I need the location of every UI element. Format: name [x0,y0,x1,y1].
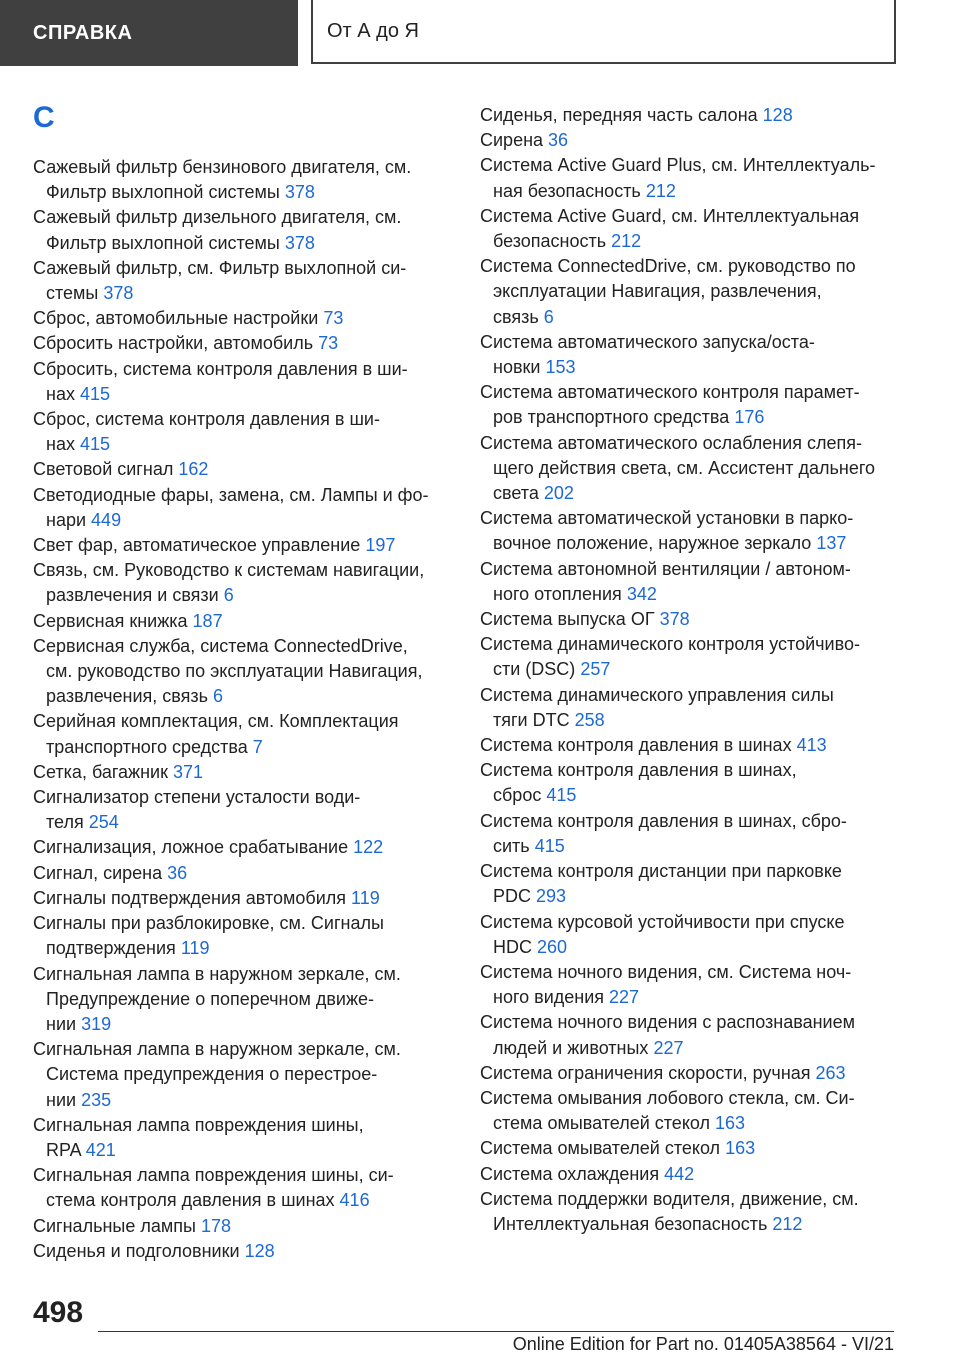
index-entry [480,1187,900,1237]
entry-text: транспортного средства [46,736,248,757]
index-entry [33,634,453,710]
page-link[interactable]: 416 [339,1190,370,1211]
entry-text: Система автоматической установки в парко- [480,508,854,529]
footer-edition-text: Online Edition for Part no. 01405A38564 - VI/21 [512,1334,894,1354]
page-link[interactable]: 137 [816,533,847,554]
entry-text: Система контроля давления в шинах [480,735,792,756]
page-link[interactable]: 254 [88,812,119,833]
index-entry [33,962,453,1038]
page-link[interactable]: 260 [537,936,568,957]
page-number: 498 [33,1296,84,1329]
entry-text: Интеллектуальная безопасность [493,1213,768,1234]
page-link[interactable]: 128 [762,105,793,125]
index-entry [480,809,900,859]
entry-text: Сигнальная лампа повреждения шины, си- [33,1165,394,1186]
index-entry [33,155,453,205]
entry-text: Сигнальная лампа повреждения шины, [33,1114,364,1135]
entry-text: см. руководство по эксплуатации Навигация, [46,661,423,682]
entry-text: Система курсовой устойчивости при спуске [480,911,845,932]
index-entry [480,733,900,758]
entry-text: нах [46,383,75,404]
entry-text: стемы [46,283,99,304]
entry-text: сить [493,835,530,856]
entry-text: Сигналы подтверждения автомобиля [33,887,347,908]
index-entry [480,1010,900,1060]
page-link[interactable]: 212 [772,1213,803,1234]
index-entry [33,886,453,911]
index-entry [33,1214,453,1239]
index-entry [480,1162,900,1187]
page-link[interactable]: 258 [574,709,605,730]
page-link[interactable]: 7 [252,736,263,757]
entry-text: Светодиодные фары, замена, см. Лампы и фо- [33,484,429,505]
entry-text: Сервисная книжка [33,610,188,631]
page-link[interactable]: 178 [200,1215,231,1236]
page-link[interactable]: 449 [91,509,122,530]
index-entry [33,861,453,886]
section-tab[interactable]: СПРАВКА [0,0,298,66]
entry-text: Сброс, система контроля давления в ши- [33,409,380,430]
page-link[interactable]: 153 [545,357,576,378]
index-entry [33,407,453,457]
entry-text: Фильтр выхлопной системы [46,232,280,253]
entry-text: нии [46,1089,77,1110]
entry-text: Система ограничения скорости, ручная [480,1062,811,1083]
entry-text: Свет фар, автоматическое управление [33,535,361,556]
entry-text: развлечения, связь [46,686,209,707]
page-header [0,0,960,66]
index-entry [480,960,900,1010]
entry-text: Сирена [480,130,544,151]
index-entry [480,506,900,556]
page-link[interactable]: 202 [543,483,574,504]
index-entry [33,331,453,356]
page-link[interactable]: 212 [611,231,642,252]
page-link[interactable]: 187 [192,610,223,631]
index-entry [33,911,453,961]
page-link[interactable]: 176 [734,407,765,428]
entry-text: людей и животных [493,1037,649,1058]
entry-text: Сбросить настройки, автомобиль [33,333,314,354]
index-entry [480,557,900,607]
entry-text: Система автономной вентиляции / автоном- [480,558,851,579]
entry-text: Сигнальная лампа в наружном зеркале, см. [33,1039,401,1060]
entry-text: стема контроля давления в шинах [46,1190,335,1211]
page-link[interactable]: 122 [353,837,384,858]
index-entry [480,330,900,380]
index-entry [33,709,453,759]
page-link[interactable]: 378 [284,182,315,203]
index-column-right [480,103,900,1237]
entry-text: ного видения [493,987,605,1008]
page-link[interactable]: 415 [79,434,111,455]
entry-text: Сетка, багажник [33,761,168,782]
entry-text: Система динамического управления силы [480,684,834,705]
footer-divider [98,1331,894,1332]
entry-text: Сигнальная лампа в наружном зеркале, см. [33,963,401,984]
entry-text: света [493,483,539,504]
entry-text: Фильтр выхлопной системы [46,182,280,203]
page-link[interactable]: 6 [223,585,234,606]
index-entry [480,380,900,430]
page-link[interactable]: 263 [815,1062,846,1083]
page-link[interactable]: 442 [664,1163,695,1184]
page-link[interactable]: 257 [580,659,611,680]
index-entry [480,1061,900,1086]
entry-text: Сажевый фильтр бензинового двигателя, см. [33,157,412,177]
entry-text: Сиденья, передняя часть салона [480,105,758,125]
page-link[interactable]: 162 [178,459,209,480]
entry-text: Система выпуска ОГ [480,609,655,630]
entry-text: RPA [46,1139,81,1160]
entry-text: Сажевый фильтр дизельного двигателя, см. [33,207,402,228]
entry-text: Система автоматического ослабления слепя- [480,432,862,453]
entry-text: Сигнализатор степени усталости води- [33,787,361,808]
entry-text: HDC [493,936,532,957]
index-entry [480,153,900,203]
page-link[interactable]: 319 [81,1013,112,1034]
entry-text: сброс [493,785,542,806]
page-link[interactable]: 378 [103,283,134,304]
entry-text: Сбросить, система контроля давления в ши- [33,358,408,379]
page-link[interactable]: 293 [536,886,567,907]
page-link[interactable]: 421 [85,1139,116,1160]
entry-text: ров транспортного средства [493,407,730,428]
entry-text: Система автоматического контроля парамет- [480,382,860,403]
entry-text: безопасность [493,231,607,252]
entry-text: связь [493,306,539,327]
page-link[interactable]: 119 [180,938,210,959]
page-link[interactable]: 212 [645,180,676,201]
page-link[interactable]: 197 [365,535,396,556]
index-letter: С [33,101,55,134]
entry-text: Система Active Guard Plus, см. Интеллектуаль- [480,155,876,176]
index-entry [33,357,453,407]
index-entry [480,683,900,733]
entry-text: Связь, см. Руководство к системам навигации, [33,560,425,581]
entry-text: подтверждения [46,938,176,959]
entry-text: Система ночного видения, см. Система ноч- [480,961,852,982]
entry-text: щего действия света, см. Ассистент дальнего [493,457,876,478]
subsection-tab[interactable]: От А до Я [311,0,896,64]
page-link[interactable]: 128 [244,1240,275,1261]
entry-text: стема омывателей стекол [493,1113,711,1134]
page-link[interactable]: 163 [725,1138,756,1159]
entry-text: Сигнал, сирена [33,862,163,883]
page-link[interactable]: 119 [351,887,380,908]
index-entry [33,1037,453,1113]
entry-text: нах [46,434,75,455]
index-entry [33,205,453,255]
index-entry [33,1163,453,1213]
entry-text: Сигнализация, ложное срабатывание [33,837,349,858]
entry-text: Система ночного видения с распознаванием [480,1012,855,1033]
entry-text: Система ConnectedDrive, см. руководство по [480,256,856,277]
entry-text: эксплуатации Навигация, развлечения, [493,281,822,302]
index-entry [480,254,900,330]
entry-text: теля [46,812,84,833]
index-entry [33,256,453,306]
index-entry [480,1086,900,1136]
page-link[interactable]: 227 [653,1037,684,1058]
index-entry [33,558,453,608]
index-entry [480,607,900,632]
page-link[interactable]: 415 [534,835,565,856]
index-entry [33,609,453,634]
entry-text: Система предупреждения о перестрое- [46,1064,378,1085]
entry-text: нии [46,1013,77,1034]
page-link[interactable]: 36 [167,862,188,883]
page-link[interactable]: 371 [172,761,204,782]
page-link[interactable]: 378 [659,609,690,630]
entry-text: ная безопасность [493,180,641,201]
page-link[interactable]: 235 [81,1089,112,1110]
entry-text: Система омывания лобового стекла, см. Си- [480,1087,855,1108]
entry-text: новки [493,357,541,378]
index-entry [480,431,900,507]
index-entry [33,760,453,785]
entry-text: Система контроля давления в шинах, сбро- [480,810,847,831]
index-entry [33,785,453,835]
index-entry [33,1113,453,1163]
page-link[interactable]: 227 [609,987,640,1008]
index-column-left [33,103,453,1264]
entry-text: Серийная комплектация, см. Комплектация [33,711,399,732]
entry-text: Сигналы при разблокировке, см. Сигналы [33,913,384,934]
index-entry [480,758,900,808]
entry-text: Сервисная служба, система ConnectedDrive, [33,635,408,656]
index-entry [480,859,900,909]
index-entry [480,128,900,153]
index-entry [33,457,453,482]
entry-text: Предупреждение о поперечном движе- [46,988,375,1009]
index-entry [33,533,453,558]
index-entry [33,306,453,331]
entry-text: Сброс, автомобильные настройки [33,308,319,329]
entry-text: Система Active Guard, см. Интеллектуальная [480,205,860,226]
entry-text: тяги DTC [493,709,570,730]
entry-text: развлечения и связи [46,585,219,606]
index-entry [33,835,453,860]
index-entry [480,204,900,254]
entry-text: Световой сигнал [33,459,174,480]
page-link[interactable]: 6 [543,306,554,327]
entry-text: Сиденья и подголовники [33,1240,240,1261]
index-entry [480,910,900,960]
entry-text: Система динамического контроля устойчиво- [480,634,860,655]
index-entry [480,632,900,682]
page-link[interactable]: 342 [626,583,657,604]
page-link[interactable]: 378 [284,232,315,253]
entry-text: Система контроля дистанции при парковке [480,861,842,882]
entry-text: PDC [493,886,532,907]
page-link[interactable]: 73 [323,308,344,329]
entry-text: Система автоматического запуска/оста- [480,331,815,352]
entry-text: Система омывателей стекол [480,1138,721,1159]
page-link[interactable]: 163 [715,1113,746,1134]
index-entry [33,1239,453,1264]
index-entry [33,483,453,533]
page-link[interactable]: 36 [548,130,569,151]
entry-text: Система охлаждения [480,1163,660,1184]
index-entry [480,1136,900,1161]
entry-text: нари [46,509,87,530]
entry-text: Сигнальные лампы [33,1215,196,1236]
page-link[interactable]: 6 [213,686,224,707]
entry-text: сти (DSC) [493,659,576,680]
entry-text: Система контроля давления в шинах, [480,760,797,781]
entry-text: вочное положение, наружное зеркало [493,533,812,554]
page-link[interactable]: 73 [318,333,339,354]
entry-text: Система поддержки водителя, движение, см. [480,1188,859,1209]
page-link[interactable]: 415 [79,383,111,404]
index-entry [480,103,900,128]
page-link[interactable]: 415 [546,785,577,806]
entry-text: ного отопления [493,583,622,604]
entry-text: Сажевый фильтр, см. Фильтр выхлопной си- [33,257,407,278]
page-link[interactable]: 413 [796,735,827,756]
